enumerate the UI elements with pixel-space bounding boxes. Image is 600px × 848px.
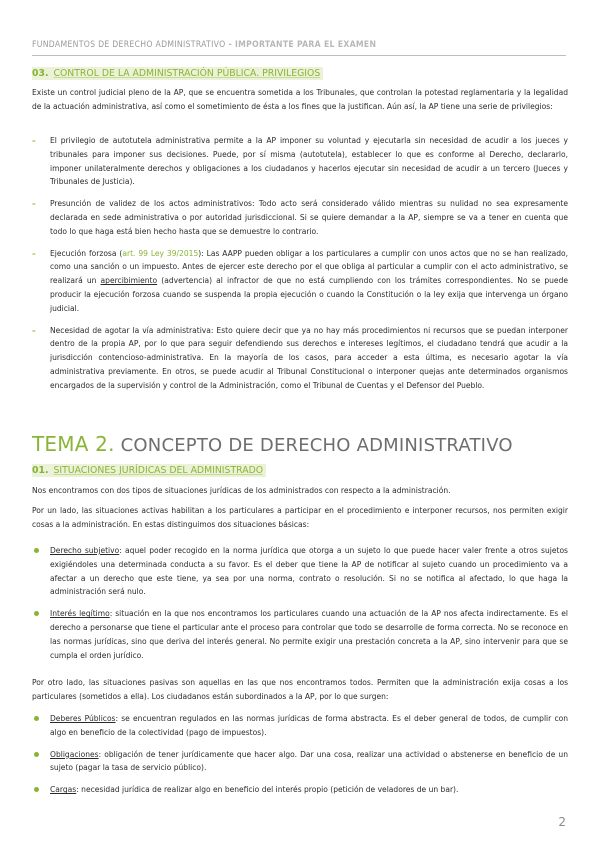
- running-header: [32, 40, 572, 50]
- list-item-text: Ejecución forzosa (: [50, 248, 123, 258]
- defined-term: Cargas: [50, 785, 77, 795]
- bullet-marker: [34, 787, 39, 792]
- bullet-marker: [34, 548, 39, 553]
- list-item: [32, 607, 568, 662]
- passive-situations-list: [32, 712, 568, 805]
- list-item-text: (advertencia) al infractor de que no está cumpliendo con los trámites correspondientes. No se puede producir la ejecución forzosa cuando se suspenda la propia ejecución o cuando la Constitución o la ley exija que intervenga un órgano judicial.: [50, 276, 569, 313]
- active-situations-list: [32, 544, 568, 670]
- section-heading-bar: [32, 464, 266, 477]
- list-item: [32, 134, 568, 189]
- dash-marker: –: [32, 199, 36, 209]
- defined-term: Interés legítimo: [50, 609, 110, 619]
- chapter-title: CONCEPTO DE DERECHO ADMINISTRATIVO: [120, 435, 513, 456]
- list-item-text: : necesidad jurídica de realizar algo en beneficio del interés propio (petición de veladores de un bar).: [76, 785, 459, 795]
- bullet-marker: [34, 611, 39, 616]
- defined-term: Obligaciones: [50, 749, 99, 759]
- header-rule: [32, 55, 566, 56]
- list-item-text: : obligación de tener jurídicamente que hacer algo. Dar una cosa, realizar una actividad o abstenerse en beneficio de un sujeto (pagar la tasa de servicio público).: [50, 749, 568, 773]
- list-item-text: ): Las AAPP pueden obligar a los particulares a cumplir con unos actos que no se han realizado, como una sanción o un impuesto. Antes de ejercer este derecho por el que obliga al particular a cumplir con el acto administrativo, se realizará un: [50, 248, 569, 286]
- list-item-text: Necesidad de agotar la vía administrativa: Esto quiere decir que ya no hay más procedimientos ni recursos que se puedan interponer dentro de la propia AP, por lo que para seguir defendiendo sus derechos e intereses legítimos, el ciudadano tendrá que acudir a la jurisdicción contencioso-administrativa. En la mayoría de los casos, para acceder a esta última, es necesario agotar la vía administrativa previamente. En otros, se puede acudir al Tribunal Constitucional o interponer quejas ante determinados organismos encargados de la supervisión y control de la Administración, como el Tribunal de Cuentas y el Defensor del Pueblo.: [50, 325, 568, 390]
- paragraph: Por un lado, las situaciones activas habilitan a los particulares a participar en el procedimiento e interponer recursos, nos permiten exigir cosas a la administración. En estas distinguimos dos situaciones básicas:: [32, 506, 568, 529]
- section-title: SITUACIONES JURÍDICAS DEL ADMINISTRADO: [53, 465, 264, 476]
- list-item-text: : aquel poder recogido en la norma jurídica que otorga a un sujeto lo que puede hacer valer frente a otros sujetos exigiéndoles una determinada conducta a su favor. Es el deber que tiene la AP de notificar al sujeto cuando un procedimiento va a afectar a un derecho que este tiene, ya sea por una norma, contrato o resolución. Si no se notifica al afectado, lo que haga la administración será nulo.: [50, 546, 568, 597]
- header-separator: -: [225, 40, 235, 50]
- defined-term: Derecho subjetivo: [50, 546, 120, 555]
- section-heading-situaciones: [32, 465, 266, 476]
- list-item-text: : se encuentran regulados en las normas jurídicas de forma abstracta. Es el deber general de todos, de cumplir con algo en beneficio de la colectividad (pago de impuestos).: [50, 714, 569, 737]
- list-item: [32, 247, 568, 316]
- paragraph: Nos encontramos con dos tipos de situaciones jurídicas de los administrados con respecto a la administración.: [32, 486, 451, 495]
- list-item-text: Presunción de validez de los actos administrativos: Todo acto será considerado válido mientras su nulidad no sea expresamente declarada en sede administrativa o por autoridad jurisdiccional. Si se quiere demandar a la AP, siempre se va a tener en cuenta que todo lo que haga está bien hecho hasta que se demuestre lo contrario.: [50, 199, 568, 236]
- header-exam-note: IMPORTANTE PARA EL EXAMEN: [234, 40, 377, 50]
- paragraph: Por otro lado, las situaciones pasivas son aquellas en las que nos encontramos todos. Permiten que la administración exija cosas a los particulares (sometidos a ella). Los ciudadanos están subordinados a la AP, por lo que surgen:: [32, 678, 568, 701]
- bullet-marker: [34, 752, 39, 757]
- list-item: [32, 748, 568, 776]
- header-course-title: FUNDAMENTOS DE DERECHO ADMINISTRATIVO: [32, 40, 226, 50]
- list-item: [32, 783, 568, 797]
- section-number: 01.: [32, 465, 49, 476]
- list-item: [32, 197, 568, 238]
- section-heading-control: [32, 68, 323, 79]
- list-item-text: : situación en la que nos encontramos los particulares cuando una actuación de la AP nos afecta indirectamente. Es el derecho a personarse que tiene el particular ante el proceso para controlar que todo se desarrolle de forma correcta. No se reconoce en las normas jurídicas, sino que deriva del interés general. No permite exigir una prestación concreta a la AP, sino intervenir para que se cumpla el orden jurídico.: [50, 609, 568, 660]
- list-item-text: El privilegio de autotutela administrativa permite a la AP imponer su voluntad y ejecutarla sin necesidad de acudir a los jueces y tribunales para imponer sus decisiones. Puede, por sí misma (autotutela), establecer lo que es conforme al Derecho, declararlo, imponer unilateralmente derechos y obligaciones a los ciudadanos y hacerlos ejecutar sin necesidad de acudir a un tercero (Jueces y Tribunales de Justicia).: [50, 136, 568, 187]
- chapter-heading: [32, 432, 513, 456]
- underlined-term: apercibimiento: [100, 276, 158, 286]
- section-heading-bar: [32, 67, 323, 80]
- privileges-list: [32, 134, 568, 401]
- section-title: CONTROL DE LA ADMINISTRACIÓN PÚBLICA. PRIVILEGIOS: [53, 68, 321, 79]
- page-number: 2: [558, 815, 566, 829]
- defined-term: Deberes Públicos: [50, 714, 116, 723]
- list-item: [32, 712, 568, 740]
- list-item: [32, 324, 568, 393]
- section-number: 03.: [32, 68, 49, 79]
- section-intro: Existe un control judicial pleno de la AP, que se encuentra sometida a los Tribunales, que controlan la potestad reglamentaria y la legalidad de la actuación administrativa, así como el sometimiento de ésta a los fines que la justifican. Aún así, la AP tiene una serie de privilegios:: [32, 88, 568, 111]
- list-item: [32, 544, 568, 599]
- chapter-number: TEMA 2.: [32, 432, 115, 456]
- dash-marker: –: [32, 325, 36, 335]
- dash-marker: –: [32, 136, 36, 145]
- law-article-reference: art. 99 Ley 39/2015: [122, 248, 199, 258]
- bullet-marker: [34, 716, 39, 721]
- dash-marker: –: [32, 248, 36, 258]
